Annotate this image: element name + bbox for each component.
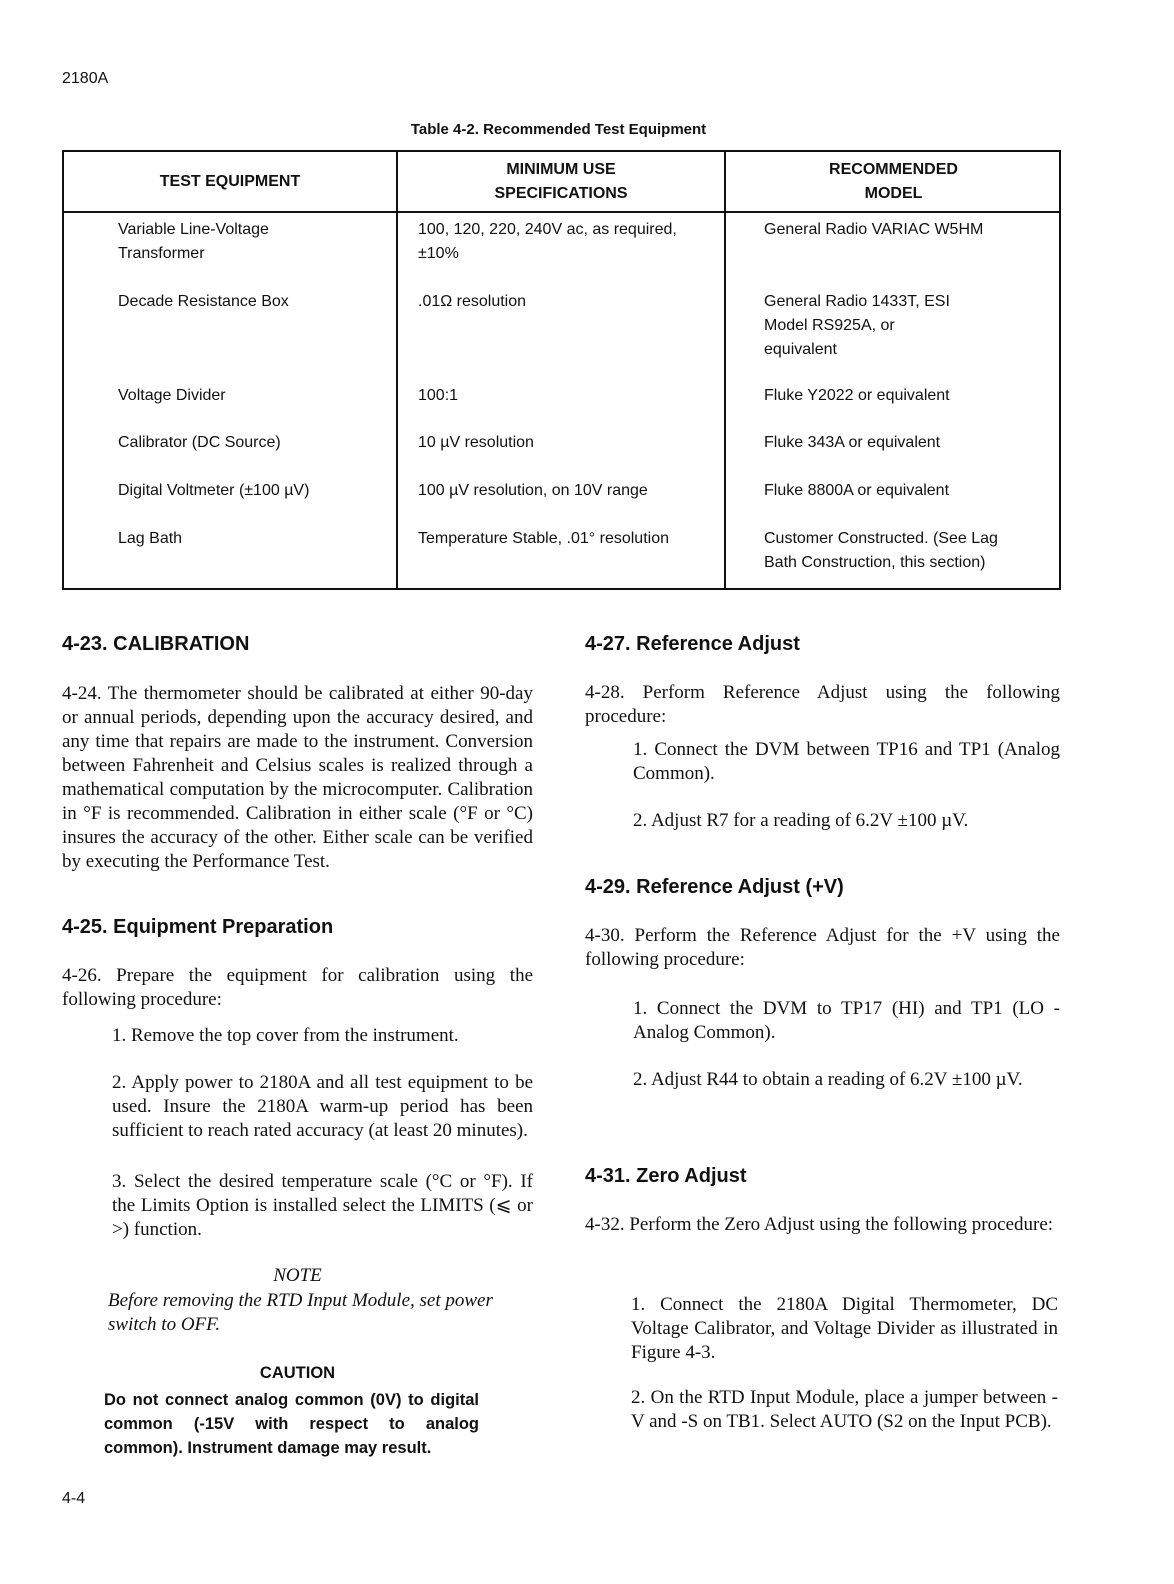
- paragraph: 4-28. Perform Reference Adjust using the following procedure:: [585, 682, 1060, 727]
- table-cell: Lag Bath: [118, 530, 183, 547]
- header-divider: [64, 211, 1059, 213]
- table-cell: Voltage Divider: [118, 387, 226, 404]
- procedure-step: 1. Connect the DVM between TP16 and TP1 (Analog Common).: [633, 739, 1060, 784]
- section-heading: 4-25. Equipment Preparation: [62, 916, 334, 938]
- procedure-step: 1. Remove the top cover from the instrument.: [112, 1025, 459, 1046]
- table-cell: Customer Constructed. (See Lag Bath Construction, this section): [764, 530, 998, 571]
- column-header: RECOMMENDED MODEL: [829, 160, 958, 202]
- test-equipment-table: [62, 150, 1061, 590]
- column-divider: [724, 152, 726, 588]
- caution-text: Do not connect analog common (0V) to digital common (-15V with respect to analog common). Instrument damage may result.: [104, 1391, 479, 1457]
- note-title: NOTE: [273, 1265, 322, 1286]
- section-heading: 4-29. Reference Adjust (+V): [585, 876, 844, 898]
- column-header: TEST EQUIPMENT: [159, 172, 301, 190]
- procedure-step: 2. On the RTD Input Module, place a jumper between -V and -S on TB1. Select AUTO (S2 on the Input PCB).: [631, 1387, 1058, 1432]
- table-cell: Fluke Y2022 or equivalent: [764, 387, 950, 404]
- table-cell: Fluke 343A or equivalent: [764, 434, 941, 451]
- table-cell: 100:1: [418, 387, 459, 404]
- table-cell: Decade Resistance Box: [118, 293, 289, 310]
- procedure-step: 3. Select the desired temperature scale (°C or °F). If the Limits Option is installed select the LIMITS (⩽ or >) function.: [112, 1171, 533, 1240]
- table-cell: Temperature Stable, .01° resolution: [418, 530, 669, 547]
- paragraph: 4-24. The thermometer should be calibrated at either 90-day or annual periods, depending upon the accuracy desired, and any time that repairs are made to the instrument. Conversion between Fahrenheit and Celsius scales is realized through a mathematical computation by the microcomputer. Calibration in °F is recommended. Calibration in either scale (°F or °C) insures the accuracy of the other. Either scale can be verified by executing the Performance Test.: [62, 683, 533, 872]
- procedure-step: 2. Apply power to 2180A and all test equipment to be used. Insure the 2180A warm-up period has been sufficient to reach rated accuracy (at least 20 minutes).: [112, 1072, 533, 1141]
- section-heading: 4-23. CALIBRATION: [62, 633, 250, 655]
- page-number: 4-4: [62, 1490, 86, 1507]
- table-cell: 10 µV resolution: [418, 434, 534, 451]
- section-heading: 4-27. Reference Adjust: [585, 633, 800, 655]
- table-cell: Variable Line-Voltage Transformer: [118, 221, 269, 262]
- procedure-step: 1. Connect the 2180A Digital Thermometer, DC Voltage Calibrator, and Voltage Divider as illustrated in Figure 4-3.: [631, 1294, 1058, 1363]
- table-cell: 100 µV resolution, on 10V range: [418, 482, 648, 499]
- section-heading: 4-31. Zero Adjust: [585, 1165, 747, 1187]
- procedure-step: 2. Adjust R44 to obtain a reading of 6.2V ±100 µV.: [633, 1069, 1023, 1090]
- document-model-header: 2180A: [62, 70, 109, 87]
- note-text: Before removing the RTD Input Module, set power switch to OFF.: [108, 1290, 493, 1335]
- table-cell: 100, 120, 220, 240V ac, as required, ±10%: [418, 221, 677, 262]
- table-title: Table 4-2. Recommended Test Equipment: [410, 121, 707, 138]
- table-cell: Calibrator (DC Source): [118, 434, 281, 451]
- column-divider: [396, 152, 398, 588]
- table-cell: General Radio VARIAC W5HM: [764, 221, 984, 238]
- table-cell: General Radio 1433T, ESI Model RS925A, or equivalent: [764, 293, 950, 358]
- table-cell: Fluke 8800A or equivalent: [764, 482, 950, 499]
- procedure-step: 1. Connect the DVM to TP17 (HI) and TP1 (LO - Analog Common).: [633, 998, 1060, 1043]
- table-cell: .01Ω resolution: [418, 293, 527, 310]
- caution-title: CAUTION: [259, 1364, 336, 1382]
- column-header: MINIMUM USE SPECIFICATIONS: [494, 160, 628, 202]
- paragraph: 4-32. Perform the Zero Adjust using the following procedure:: [585, 1214, 1054, 1235]
- procedure-step: 2. Adjust R7 for a reading of 6.2V ±100 µV.: [633, 810, 969, 831]
- table-cell: Digital Voltmeter (±100 µV): [118, 482, 310, 499]
- paragraph: 4-30. Perform the Reference Adjust for the +V using the following procedure:: [585, 925, 1060, 970]
- paragraph: 4-26. Prepare the equipment for calibration using the following procedure:: [62, 965, 533, 1010]
